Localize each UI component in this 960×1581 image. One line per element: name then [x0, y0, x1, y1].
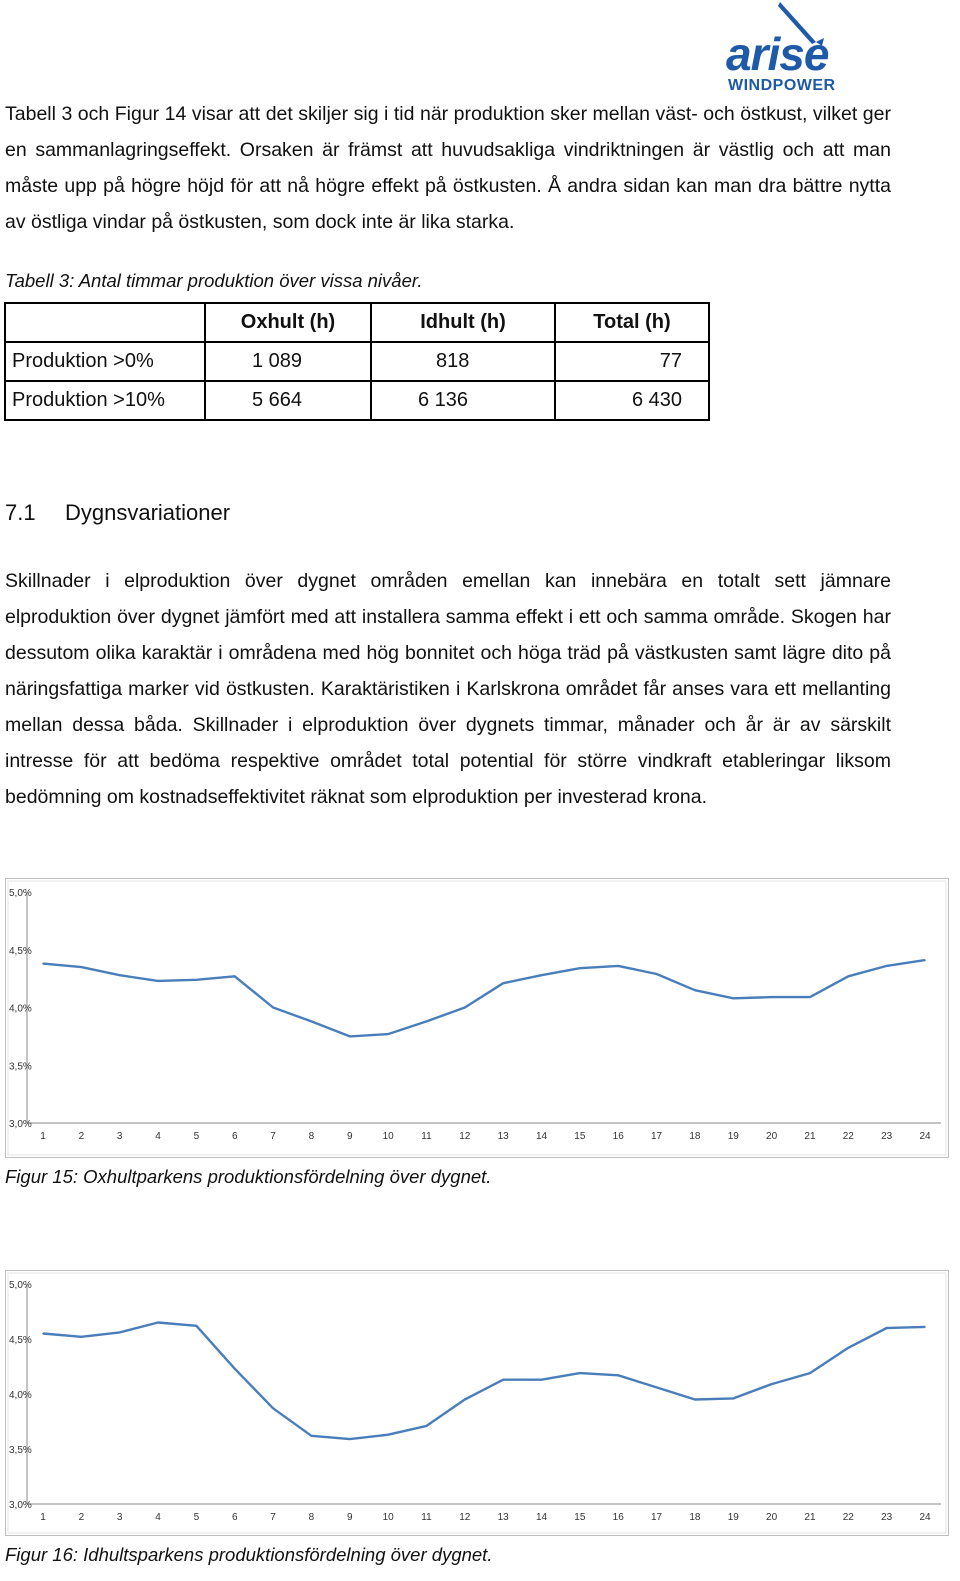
- y-tick-label: 3,0%: [9, 1119, 32, 1130]
- chart-frame: [6, 879, 949, 1158]
- x-tick-label: 7: [270, 1512, 276, 1523]
- chart-idhult-svg: [5, 1270, 949, 1536]
- svg-text:WINDPOWER: WINDPOWER: [728, 77, 836, 94]
- x-tick-label: 6: [231, 1131, 238, 1142]
- data-point: [617, 965, 619, 967]
- x-tick-label: 16: [612, 1131, 624, 1142]
- x-tick-label: 17: [651, 1131, 663, 1142]
- x-tick-label: 22: [842, 1512, 854, 1523]
- data-point: [809, 1372, 811, 1374]
- x-tick-label: 9: [347, 1131, 353, 1142]
- data-point: [426, 1021, 428, 1023]
- chart-oxhult-caption: Figur 15: Oxhultparkens produktionsfördelning över dygnet.: [5, 1166, 492, 1187]
- table-cell: Produktion >10%: [5, 381, 205, 420]
- table-cell: 6 430: [555, 381, 709, 420]
- data-point: [848, 1347, 850, 1349]
- data-point: [694, 1399, 696, 1401]
- data-point: [464, 1399, 466, 1401]
- data-point: [119, 974, 121, 976]
- x-tick-label: 22: [842, 1131, 854, 1142]
- x-tick-label: 24: [919, 1131, 931, 1142]
- data-point: [42, 963, 44, 965]
- x-tick-label: 13: [497, 1131, 509, 1142]
- x-tick-label: 14: [535, 1131, 548, 1142]
- arise-windpower-logo: [724, 2, 890, 94]
- x-tick-label: 20: [766, 1131, 778, 1142]
- x-tick-label: 21: [804, 1131, 816, 1142]
- x-tick-label: 18: [689, 1131, 701, 1142]
- x-tick-label: 3: [116, 1512, 123, 1523]
- data-point: [349, 1036, 351, 1038]
- data-point: [234, 1368, 236, 1370]
- x-tick-label: 15: [574, 1131, 586, 1142]
- table-header-cell: Total (h): [555, 303, 709, 342]
- x-tick-label: 11: [421, 1131, 432, 1142]
- x-tick-label: 8: [308, 1131, 315, 1142]
- x-tick-label: 3: [116, 1131, 123, 1142]
- x-tick-label: 2: [78, 1512, 85, 1523]
- x-tick-label: 10: [382, 1131, 394, 1142]
- data-point: [771, 996, 773, 998]
- x-tick-label: 23: [881, 1131, 893, 1142]
- section-title: Dygnsvariationer: [65, 500, 231, 525]
- table-caption: Tabell 3: Antal timmar produktion över vissa nivåer.: [5, 270, 423, 291]
- section-number: 7.1: [5, 500, 36, 525]
- x-tick-label: 17: [651, 1512, 663, 1523]
- x-tick-label: 4: [155, 1512, 161, 1523]
- data-point: [541, 974, 543, 976]
- x-tick-label: 9: [347, 1512, 353, 1523]
- table-row: [5, 381, 709, 420]
- data-point: [809, 996, 811, 998]
- data-point: [924, 959, 926, 961]
- data-point: [311, 1435, 313, 1437]
- table-cell: 5 664: [205, 381, 371, 420]
- x-tick-label: 16: [612, 1512, 624, 1523]
- data-point: [119, 1332, 121, 1334]
- data-point: [886, 965, 888, 967]
- data-point: [387, 1033, 389, 1035]
- x-tick-label: 7: [270, 1131, 276, 1142]
- x-tick-label: 10: [382, 1512, 394, 1523]
- chart-oxhult-svg: [5, 878, 949, 1158]
- table-cell: 818: [371, 342, 555, 381]
- x-tick-label: 5: [193, 1131, 200, 1142]
- data-point: [541, 1379, 543, 1381]
- x-tick-label: 21: [804, 1512, 816, 1523]
- data-point: [157, 1322, 159, 1324]
- data-point: [579, 1372, 581, 1374]
- x-tick-label: 13: [497, 1512, 509, 1523]
- y-tick-label: 3,5%: [9, 1061, 32, 1073]
- x-tick-label: 4: [155, 1131, 161, 1142]
- chart-oxhult: [5, 878, 949, 1158]
- data-point: [924, 1326, 926, 1328]
- table-header-cell: Idhult (h): [371, 303, 555, 342]
- data-point: [656, 1387, 658, 1389]
- data-point: [502, 1379, 504, 1381]
- chart-frame: [6, 1271, 949, 1536]
- data-point: [272, 1007, 274, 1009]
- x-tick-label: 18: [689, 1512, 701, 1523]
- x-tick-label: 14: [535, 1512, 548, 1523]
- table-header-cell: [5, 303, 205, 342]
- data-point: [732, 997, 734, 999]
- x-tick-label: 5: [193, 1512, 200, 1523]
- data-point: [579, 967, 581, 969]
- x-tick-label: 11: [421, 1512, 432, 1523]
- data-point: [464, 1007, 466, 1009]
- x-tick-label: 23: [881, 1512, 893, 1523]
- y-tick-label: 4,5%: [9, 1335, 32, 1346]
- data-point: [81, 966, 83, 968]
- x-tick-label: 1: [40, 1512, 46, 1523]
- table-cell: 1 089: [205, 342, 371, 381]
- x-tick-label: 24: [919, 1512, 931, 1523]
- data-point: [196, 979, 198, 981]
- data-point: [234, 976, 236, 978]
- x-tick-label: 2: [78, 1131, 85, 1142]
- data-point: [502, 982, 504, 984]
- y-tick-label: 3,5%: [9, 1445, 32, 1456]
- table-header-row: [5, 303, 709, 342]
- x-tick-label: 20: [766, 1512, 778, 1523]
- data-point: [196, 1325, 198, 1327]
- data-point: [81, 1336, 83, 1338]
- production-table: [4, 302, 710, 421]
- svg-text:arise: arise: [726, 28, 829, 80]
- x-tick-label: 12: [459, 1512, 471, 1523]
- table-cell: 77: [555, 342, 709, 381]
- y-tick-label: 5,0%: [9, 1280, 32, 1291]
- data-point: [617, 1375, 619, 1377]
- data-point: [732, 1398, 734, 1400]
- x-tick-label: 12: [459, 1131, 471, 1142]
- data-point: [42, 1333, 44, 1335]
- intro-paragraph: Tabell 3 och Figur 14 visar att det skiljer sig i tid när produktion sker mellan väst- och östkust, vilket ger en sammanlagringseffekt. Orsaken är främst att huvudsakliga vindriktningen är västlig och att man måste upp på högre höjd för att nå högre effekt på östkusten. Å andra sidan kan man dra bättre nytta av östliga vindar på östkusten, som dock inte är lika starka.: [5, 103, 891, 233]
- y-tick-label: 3,0%: [9, 1500, 32, 1511]
- x-tick-label: 19: [727, 1512, 739, 1523]
- data-point: [656, 973, 658, 975]
- section-paragraph: Skillnader i elproduktion över dygnet områden emellan kan innebära en totalt sett jämnare elproduktion över dygnet jämfört med att installera samma effekt i ett och samma område. Skogen har dessutom olika karaktär i områdena med hög bonnitet och höga träd på västkusten samt lägre dito på näringsfattiga marker vid östkusten. Karaktäristiken i Karlskrona området får anses vara ett mellanting mellan dessa båda. Skillnader i elproduktion över dygnets timmar, månader och år är av särskilt intresse för att bedöma respektive området total potential för större vindkraft etableringar liksom bedömning om kostnadseffektivitet räknat som elproduktion per investerad krona.: [5, 570, 891, 808]
- data-point: [349, 1438, 351, 1440]
- table-cell: 6 136: [371, 381, 555, 420]
- section-heading: [5, 500, 230, 526]
- data-point: [311, 1021, 313, 1023]
- y-tick-label: 4,5%: [9, 945, 32, 957]
- data-point: [848, 976, 850, 978]
- chart-idhult-caption: Figur 16: Idhultsparkens produktionsfördelning över dygnet.: [5, 1544, 493, 1565]
- x-tick-label: 8: [308, 1512, 315, 1523]
- data-point: [157, 980, 159, 982]
- data-point: [426, 1425, 428, 1427]
- table-row: [5, 342, 709, 381]
- data-point: [272, 1408, 274, 1410]
- y-tick-label: 4,0%: [9, 1003, 32, 1015]
- table-header-cell: Oxhult (h): [205, 303, 371, 342]
- x-tick-label: 6: [231, 1512, 238, 1523]
- data-point: [694, 989, 696, 991]
- x-tick-label: 1: [40, 1131, 46, 1142]
- x-tick-label: 15: [574, 1512, 586, 1523]
- x-tick-label: 19: [727, 1131, 739, 1142]
- y-tick-label: 5,0%: [9, 888, 32, 899]
- data-point: [886, 1327, 888, 1329]
- data-point: [387, 1434, 389, 1436]
- chart-idhult: [5, 1270, 949, 1536]
- y-tick-label: 4,0%: [9, 1390, 32, 1401]
- table-cell: Produktion >0%: [5, 342, 205, 381]
- company-logo: [724, 2, 890, 94]
- data-point: [771, 1383, 773, 1385]
